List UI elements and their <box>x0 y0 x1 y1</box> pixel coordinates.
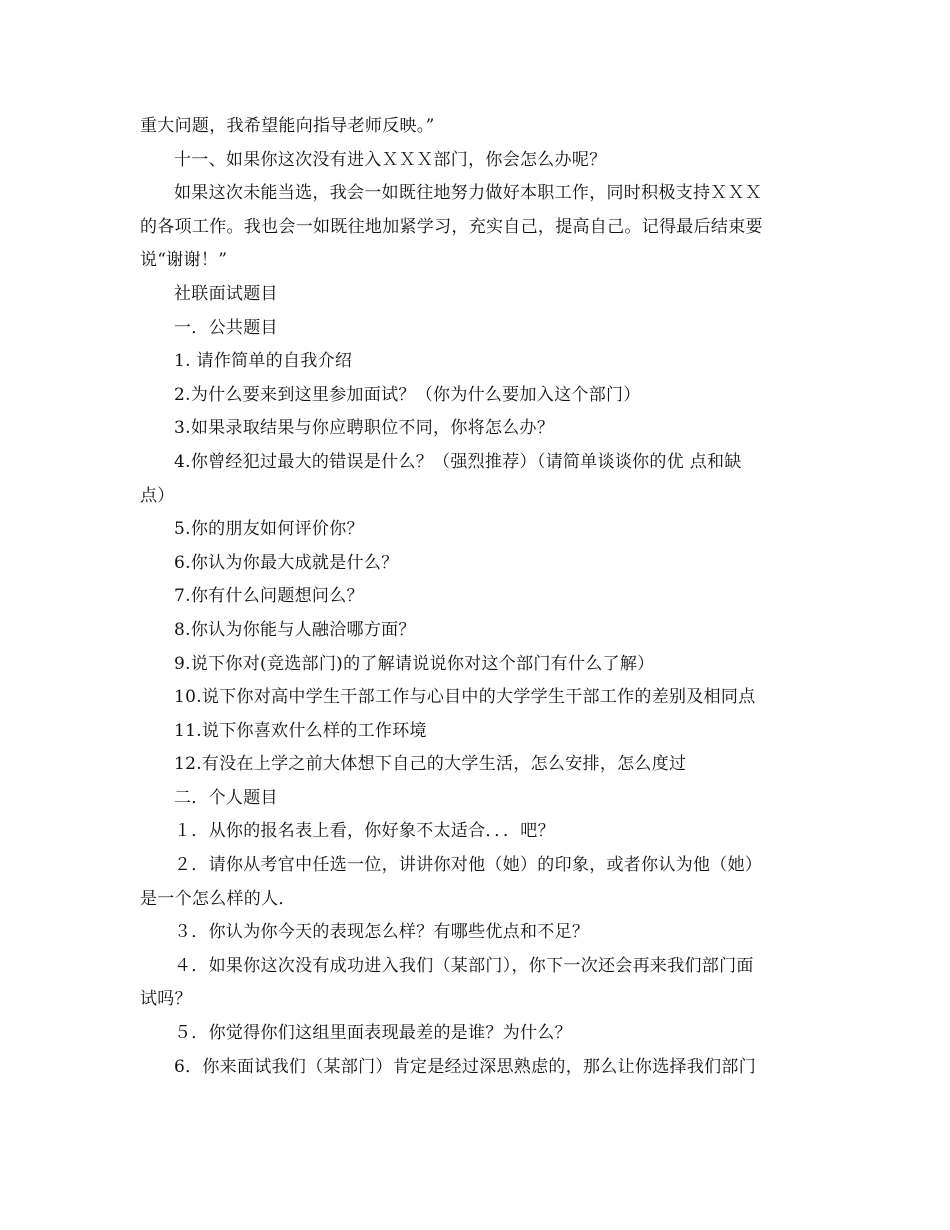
text-line: 的各项工作。我也会一如既往地加紧学习，充实自己，提高自己。记得最后结束要 <box>140 216 763 237</box>
question-item: 4.你曾经犯过最大的错误是什么？（强烈推荐）（请简单谈谈你的优 点和缺 <box>174 451 742 472</box>
text-line: 说“谢谢！” <box>140 250 228 271</box>
question-item: 5.你的朋友如何评价你？ <box>174 519 364 540</box>
document-body <box>140 110 815 1084</box>
question-item: 6．你来面试我们（某部门）肯定是经过深思熟虑的，那么让你选择我们部门 <box>174 1056 757 1077</box>
question-item: 3.如果录取结果与你应聘职位不同，你将怎么办？ <box>174 418 555 439</box>
text-line: 试吗？ <box>140 989 192 1010</box>
question-item: 12.有没在上学之前大体想下自己的大学生活，怎么安排，怎么度过 <box>174 754 687 775</box>
question-item: 8.你认为你能与人融洽哪方面？ <box>174 619 416 640</box>
question-item: 7.你有什么问题想问么？ <box>174 586 364 607</box>
question-item: ２．请你从考官中任选一位，讲讲你对他（她）的印象，或者你认为他（她） <box>174 855 763 876</box>
question-item: ５．你觉得你们这组里面表现最差的是谁？为什么？ <box>174 1023 572 1044</box>
text-line: 十一、如果你这次没有进入ＸＸＸ部门，你会怎么办呢？ <box>174 149 607 170</box>
question-item: ３．你认为你今天的表现怎么样？有哪些优点和不足？ <box>174 922 590 943</box>
question-item: 11.说下你喜欢什么样的工作环境 <box>174 720 427 741</box>
question-item: ４．如果你这次没有成功进入我们（某部门），你下一次还会再来我们部门面 <box>174 955 754 976</box>
text-line: 点） <box>140 485 175 506</box>
subsection-heading: 二．个人题目 <box>174 787 278 808</box>
text-line: 如果这次未能当选，我会一如既往地努力做好本职工作，同时积极支持ＸＸＸ <box>174 183 763 204</box>
text-line: 重大问题，我希望能向指导老师反映。” <box>140 116 435 136</box>
question-item: 10.说下你对高中学生干部工作与心目中的大学学生干部工作的差别及相同点 <box>174 687 756 708</box>
subsection-heading: 一．公共题目 <box>174 317 278 338</box>
text-line: 是一个怎么样的人． <box>140 888 296 909</box>
question-item: １．从你的报名表上看，你好象不太适合．．．吧？ <box>174 821 555 842</box>
question-item: 9.说下你对(竞选部门)的了解请说说你对这个部门有什么了解） <box>174 653 655 674</box>
section-heading: 社联面试题目 <box>174 283 278 304</box>
question-item: 2.为什么要来到这里参加面试？（你为什么要加入这个部门） <box>174 384 641 405</box>
question-item: 1. 请作简单的自我介绍 <box>174 351 353 372</box>
question-item: 6.你认为你最大成就是什么？ <box>174 552 399 573</box>
